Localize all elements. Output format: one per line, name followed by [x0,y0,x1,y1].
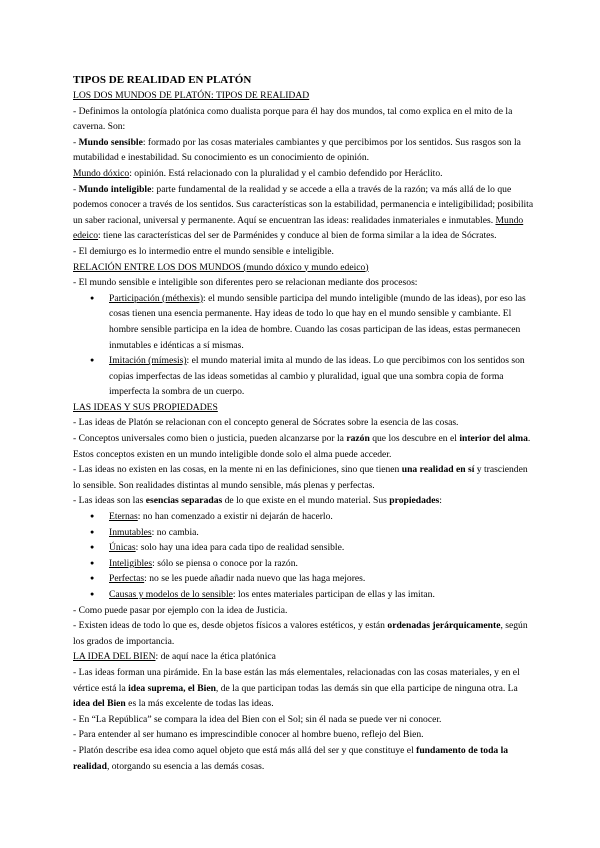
text: - Las ideas forman una pirámide. En la base están las más elementales, relacionadas con las cosas materiales, y en el vértice está la [73,666,520,694]
term-mundo-edeico: Mundo edeico [73,214,524,242]
text: : tiene las características del ser de Parménides y conduce al bien de forma similar a la idea de Sócrates. [98,230,497,242]
text: : el mundo sensible participa del mundo inteligible (mundo de las ideas), por eso las cosas tienen una esencia permanente. Hay ideas de todo lo que hay en el mundo sensible y cambiante. El hombre sensible participa en la idea de hombre. Cuando las cosas participan de las ideas, estas permanecen inmutables e idénticas a sí mismas. [109,292,526,351]
property-term: Inmutables [109,526,152,538]
term-idea-suprema: idea suprema, el Bien [128,682,216,694]
paragraph: - Como puede pasar por ejemplo con la idea de Justicia. [73,604,288,616]
text: : solo hay una idea para cada tipo de realidad sensible. [135,542,345,554]
text: de lo que existe en el mundo material. Sus [222,495,390,507]
text: , de la que participan todas las demás sin que ella participe de ninguna otra. La [215,682,518,694]
section-heading-relacion: RELACIÓN ENTRE LOS DOS MUNDOS (mundo dóxico y mundo edeico) [73,261,369,273]
list-item-imitacion [73,353,535,400]
term-fundamento: fundamento de toda la realidad [73,744,509,772]
text: - Las ideas son las [73,495,146,507]
text: : no se les puede añadir nada nuevo que las haga mejores. [144,573,366,585]
paragraph-mundo-doxico [73,166,535,182]
term-propiedades: propiedades [389,495,440,507]
paragraph: - En “La República” se compara la idea del Bien con el Sol; sin él nada se puede ver ni conocer. [73,713,442,725]
paragraph [73,462,535,493]
section-heading-ideas: LAS IDEAS Y SUS PROPIEDADES [73,401,218,413]
section-heading-bien: LA IDEA DEL BIEN [73,651,156,663]
paragraph [73,431,535,462]
term-realidad-en-si: una realidad en sí [401,464,475,476]
document-page [73,72,535,774]
list-item [73,571,535,587]
section-heading-dos-mundos: LOS DOS MUNDOS DE PLATÓN: TIPOS DE REALIDAD [73,90,310,101]
paragraph [73,493,535,509]
paragraph: - Para entender al ser humano es imprescindible conocer al hombre bueno, reflejo del Bien. [73,729,424,741]
property-term: Eternas [109,511,138,523]
term-imitacion: Imitación (mímesis) [109,355,187,367]
property-term: Causas y modelos de lo sensible [109,589,233,600]
dash: - [73,183,79,195]
term-esencias-separadas: esencias separadas [145,495,223,507]
text: - Existen ideas de todo lo que es, desde objetos físicos a valores estéticos, y están [73,620,388,632]
paragraph-mundo-sensible [73,135,535,166]
paragraph [73,743,535,774]
text: es la más excelente de todas las ideas. [125,698,274,710]
text: : no cambia. [151,526,199,538]
paragraph: - Definimos la ontología platónica como dualista porque para él hay dos mundos, tal como explica en el mito de la caverna. Son: [73,105,513,133]
text: , según los grados de importancia. [73,620,528,647]
paragraph-demiurgo: - El demiurgo es lo intermedio entre el mundo sensible e inteligible. [73,245,334,257]
text: : el mundo material imita al mundo de las ideas. Lo que percibimos con los sentidos son copias imperfectas de las ideas sometidas al cambio y pluralidad, igual que una sombra copia de forma imperfecta la sombra de un cuerpo. [109,355,525,398]
term-mundo-doxico: Mundo dóxico [73,167,130,179]
paragraph-mundo-inteligible [73,182,535,244]
text: : no han comenzado a existir ni dejarán de hacerlo. [137,511,333,523]
list-item [73,556,535,572]
text: : formado por las cosas materiales cambiantes y que percibimos por los sentidos. Sus rasgos son la mutabilidad e inestabilidad. Su conocimiento es un conocimiento de opinión. [73,136,521,164]
paragraph [73,665,535,712]
term-mundo-sensible: Mundo sensible [78,136,143,148]
property-term: Inteligibles [109,557,153,569]
text: - Las ideas no existen en las cosas, en la mente ni en las definiciones, sino que tienen [73,464,402,476]
term-razon: razón [346,433,370,445]
page-title: TIPOS DE REALIDAD EN PLATÓN [73,74,252,86]
list-item-participacion [73,291,535,353]
text: que los descubre en el [369,433,460,445]
term-interior-alma: interior del alma [459,433,528,445]
paragraph [73,618,535,649]
properties-list [73,509,535,603]
section-heading-bien-line [73,649,535,665]
list-item [73,540,535,556]
term-mundo-inteligible: Mundo inteligible [78,183,152,195]
text: . Estos conceptos existen en un mundo inteligible donde solo el alma puede acceder. [73,433,531,460]
text: : sólo se piensa o conoce por la razón. [152,557,298,569]
text: : parte fundamental de la realidad y se accede a ella a través de la razón; va más allá de lo que podemos conocer a través de los sentidos. Sus características son la estabilidad, permanencia e inteligibilidad; posibilita un saber racional, universal y permanente. Aquí se encuentran las ideas: realidades inmateriales e inmutables. [73,183,534,226]
text: y trascienden lo sensible. Son realidades distintas al mundo sensible, más plenas y perfectas. [73,464,528,491]
paragraph: - El mundo sensible e inteligible son diferentes pero se relacionan mediante dos procesos: [73,277,418,289]
text: : opinión. Está relacionado con la pluralidad y el cambio defendido por Heráclito. [129,167,443,179]
property-term: Únicas [109,542,136,554]
text: , otorgando su esencia a las demás cosas. [106,760,265,772]
term-participacion: Participación (méthexis) [109,292,204,304]
process-list [73,291,535,400]
text: : los entes materiales participan de ellas y las imitan. [232,589,435,600]
text: : [439,495,442,507]
dash: - [73,136,79,148]
list-item [73,509,535,525]
text: - Conceptos universales como bien o justicia, pueden alcanzarse por la [73,433,347,445]
term-ordenadas: ordenadas jerárquicamente [387,620,501,632]
text: : de aquí nace la ética platónica [155,651,276,663]
list-item [73,587,535,603]
paragraph: - Las ideas de Platón se relacionan con el concepto general de Sócrates sobre la esencia de las cosas. [73,417,459,429]
property-term: Perfectas [109,573,145,585]
text: - Platón describe esa idea como aquel objeto que está más allá del ser y que constituye el [73,744,417,756]
list-item [73,525,535,541]
term-idea-bien: idea del Bien [73,698,126,710]
